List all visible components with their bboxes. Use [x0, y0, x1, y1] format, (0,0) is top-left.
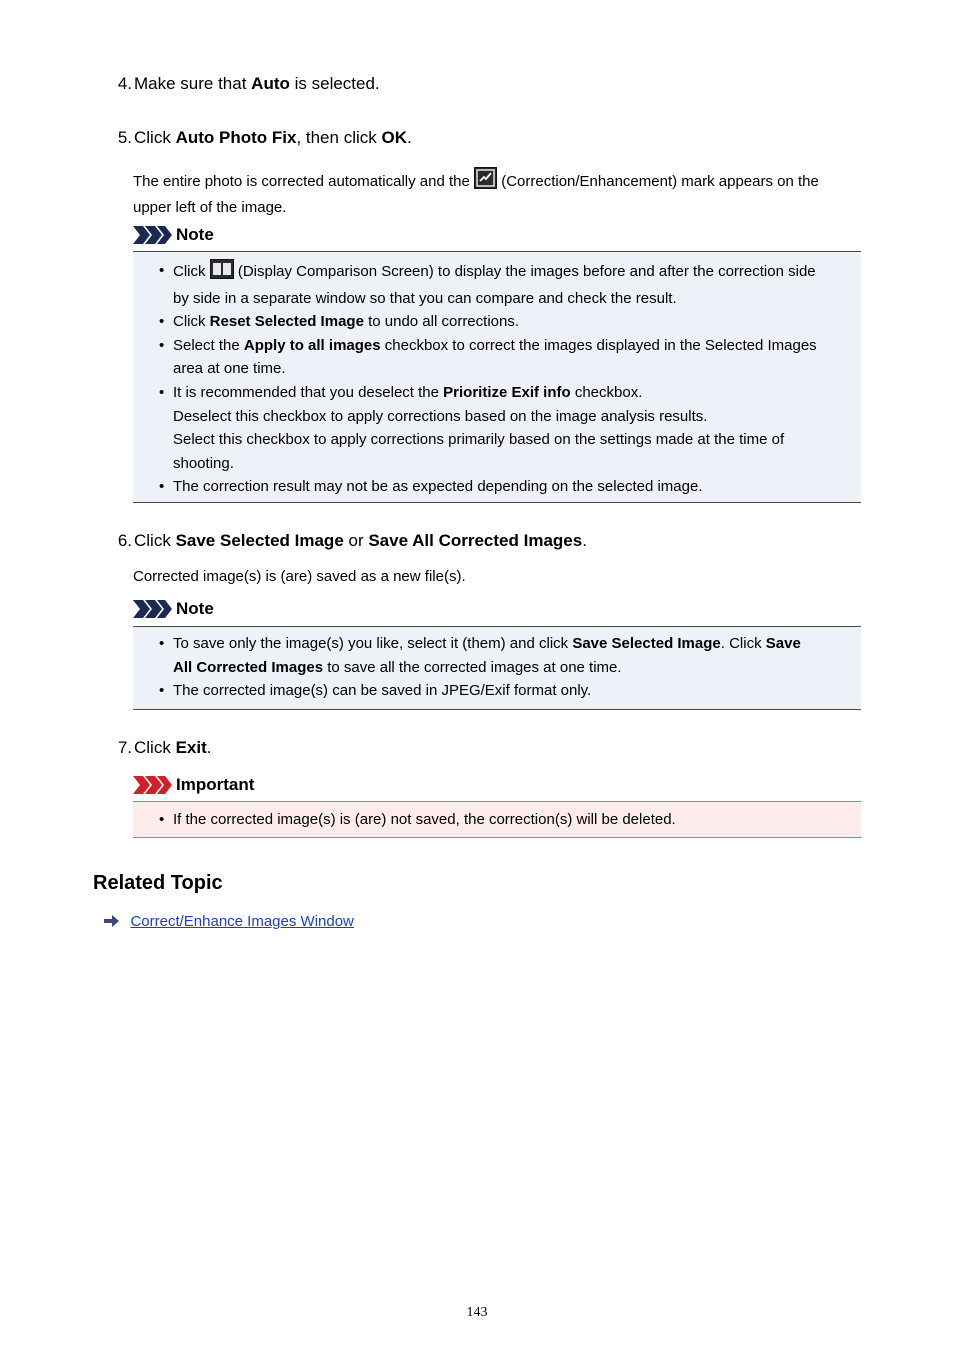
correction-enhancement-mark-icon: [474, 167, 497, 196]
note-arrows-icon: [133, 226, 173, 244]
text-segment: checkbox.: [570, 383, 643, 401]
step-number: 4.: [117, 74, 132, 93]
step-text: [134, 127, 412, 149]
note-item: [133, 259, 861, 310]
text-segment: Click: [173, 313, 210, 331]
note-list: [133, 632, 861, 703]
text-segment: (Correction/Enhancement) mark appears on the: [497, 173, 819, 190]
step-number: 5.: [117, 128, 132, 147]
text-line: shooting.: [173, 454, 234, 472]
related-link-row: [104, 913, 354, 932]
note-item: [133, 334, 861, 381]
text-segment: (Display Comparison Screen) to display the images before and after the correction side: [233, 263, 816, 280]
page-number: 143: [466, 1305, 488, 1320]
save-selected-image-label: Save Selected Image: [572, 635, 721, 652]
text-line: Deselect this checkbox to apply corrections based on the image analysis results.: [173, 407, 708, 425]
text-segment: To save only the image(s) you like, select it (them) and click: [173, 635, 573, 652]
note-title: Note: [176, 599, 214, 618]
text-segment: Make sure that: [134, 74, 252, 93]
ok-label: OK: [381, 128, 407, 147]
step-5-description: [133, 167, 863, 219]
important-arrows-icon: [133, 776, 173, 794]
step-text: [134, 73, 380, 95]
apply-to-all-images-label: Apply to all images: [243, 336, 381, 354]
save-all-corrected-images-label: All Corrected Images: [173, 658, 324, 676]
note-item: [133, 632, 861, 679]
text-segment: to undo all corrections.: [363, 313, 520, 331]
text-segment: Click: [134, 531, 176, 550]
save-all-corrected-images-label: Save All Corrected Images: [368, 531, 583, 550]
text-segment: .: [406, 128, 412, 147]
correct-enhance-images-window-link[interactable]: Correct/Enhance Images Window: [130, 913, 354, 930]
text-segment: .: [206, 738, 212, 757]
text-line: by side in a separate window so that you can compare and check the result.: [173, 289, 677, 307]
note-title: Note: [176, 225, 214, 244]
text-segment: Select the: [173, 336, 244, 354]
text-segment: . Click: [720, 635, 766, 652]
important-list: [133, 808, 861, 832]
note-box: [133, 626, 861, 710]
text-segment: or: [343, 531, 369, 550]
note-banner: [133, 224, 433, 248]
exit-label: Exit: [175, 738, 207, 757]
text-segment: to save all the corrected images at one time.: [323, 658, 622, 676]
arrow-right-icon: [104, 914, 120, 932]
display-comparison-screen-icon: [210, 259, 234, 287]
save-selected-image-label: Save Selected Image: [175, 531, 344, 550]
important-title: Important: [176, 775, 255, 794]
step-text: [134, 530, 587, 552]
description-line: [133, 167, 863, 196]
auto-photo-fix-label: Auto Photo Fix: [175, 128, 297, 147]
note-arrows-icon: [133, 600, 173, 618]
text-segment: It is recommended that you deselect the: [173, 383, 444, 401]
note-item: • The correction result may not be as expected depending on the selected image.: [133, 475, 861, 499]
text-line: [173, 656, 851, 680]
related-topic-heading: Related Topic: [93, 872, 223, 894]
text-segment: .: [582, 531, 587, 550]
text-segment: Click: [134, 128, 176, 147]
text-segment: is selected.: [289, 74, 380, 93]
text-segment: , then click: [296, 128, 382, 147]
prioritize-exif-info-label: Prioritize Exif info: [443, 383, 571, 401]
note-item: [133, 381, 861, 475]
text-segment: Click: [173, 263, 210, 280]
text-line: Select this checkbox to apply corrections primarily based on the settings made at the time of: [173, 431, 785, 449]
text-line: area at one time.: [173, 360, 286, 378]
text-segment: The entire photo is corrected automatically and the: [133, 173, 475, 190]
step-text: [134, 737, 211, 759]
save-all-corrected-images-label: Save: [765, 635, 801, 652]
important-box: [133, 801, 861, 838]
step-number: 7.: [117, 738, 132, 757]
text-segment: checkbox to correct the images displayed in the Selected Images: [380, 336, 817, 354]
note-item: • The corrected image(s) can be saved in JPEG/Exif format only.: [133, 679, 861, 703]
important-banner: [133, 774, 433, 798]
reset-selected-image-label: Reset Selected Image: [209, 313, 364, 331]
important-item: • If the corrected image(s) is (are) not saved, the correction(s) will be deleted.: [133, 808, 861, 832]
note-box: [133, 251, 861, 503]
auto-option-label: Auto: [251, 74, 290, 93]
note-list: [133, 259, 861, 499]
description-line: upper left of the image.: [133, 199, 287, 216]
text-segment: Click: [134, 738, 176, 757]
note-item: [133, 310, 861, 334]
step-6-description: Corrected image(s) is (are) saved as a new file(s).: [133, 568, 466, 585]
note-banner: [133, 598, 433, 622]
step-number: 6.: [117, 531, 132, 550]
